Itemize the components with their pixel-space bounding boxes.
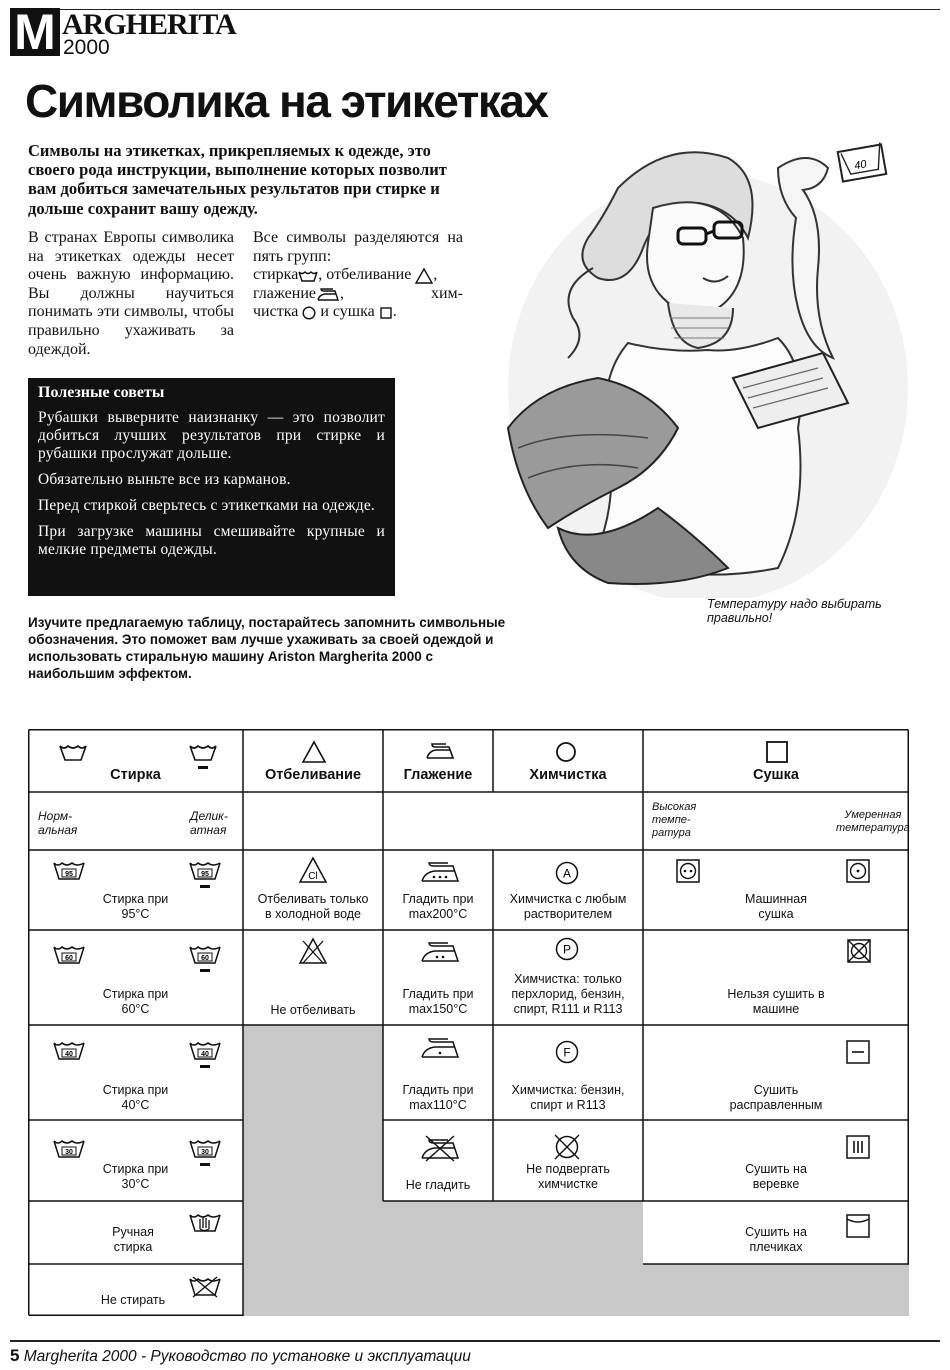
logo-letter: M [10, 8, 60, 56]
logo-number: 2000 [63, 36, 110, 59]
no-tumble-dry-icon [845, 937, 873, 965]
dryclean-header-icon [555, 741, 577, 763]
iron-150-icon [420, 941, 460, 963]
tumble-dry-label: Машинная сушка [744, 892, 808, 921]
care-symbols-table [28, 729, 909, 1316]
dryclean-F-label: Химчистка: бензин, спирт и R113 [511, 1083, 625, 1112]
wash-95-label: Стирка при 95°C [102, 892, 169, 921]
dryclean-F-icon [554, 1039, 580, 1065]
no-iron-label: Не гладить [405, 1178, 471, 1192]
wash-40-label: Стирка при 40°C [102, 1083, 169, 1112]
dryclean-letter-P: P [562, 942, 572, 957]
tumble-dry-moderate-icon [845, 858, 871, 884]
hand-wash-icon [188, 1211, 222, 1235]
iron-200-icon [420, 861, 460, 883]
study-paragraph: Изучите предлагаемую таблицу, постарайтесь запомнить символьные обозначения. Это поможет вам лучше ухаживать за своей одеждой и использовать стиральную машину Ariston Margherita 2000 с наибольшим эффектом. [28, 615, 506, 681]
col2-intro: Все символы разделяются на пять групп: [253, 229, 463, 265]
dryclean-circle-icon [302, 306, 316, 320]
col2-iron: глажение [253, 284, 317, 302]
body-column-1: В странах Европы символика на этикетках одежды несет очень важную информацию. Вы должны научиться понимать эти символы, чтобы правильно ухаживать за одеждой. [28, 229, 234, 358]
logo-word: ARGHERITA [62, 8, 236, 41]
tip-item: При загрузке машины смешивайте крупные и мелкие предметы одежды. [38, 523, 385, 558]
wash-temp-40: 40 [65, 1051, 73, 1058]
wash-30-label: Стирка при 30°C [102, 1162, 169, 1191]
no-dryclean-icon [552, 1132, 582, 1162]
dry-square-icon [379, 306, 393, 320]
sub-moderate-temp: Умеренная температура [836, 809, 910, 834]
wash-temp-60: 60 [65, 955, 73, 962]
no-tumble-dry-label: Нельзя сушить в машине [727, 987, 825, 1016]
wash-normal-header-icon [58, 742, 88, 762]
bleach-cold-label: Отбеливать только в холодной воде [257, 892, 369, 921]
col2-iron-sep: , [340, 284, 345, 302]
iron-110-label: Гладить при max110°C [402, 1083, 474, 1112]
page-title: Символика на этикетках [25, 75, 548, 127]
woman-with-laundry-illustration [478, 128, 918, 598]
wash-temp-95: 95 [65, 871, 73, 878]
sub-high-temp: Высокая темпе- ратура [652, 801, 697, 839]
bleach-cold-icon [298, 856, 328, 884]
line-dry-icon [845, 1134, 871, 1160]
tip-item: Рубашки выверните наизнанку — это позволит добиться лучших результатов при стирке и рубашки прослужат дольше. [38, 409, 385, 462]
iron-200-label: Гладить при max200°C [402, 892, 474, 921]
bleach-header-icon [301, 740, 327, 764]
body-column-2: Все символы разделяются на пять групп: стирка , отбеливание , глажение , хим- чистка и сушка . [253, 229, 463, 321]
no-wash-label: Не стирать [100, 1293, 166, 1307]
dryclean-P-label: Химчистка: только перхлорид, бензин, спирт, R111 и R113 [511, 972, 625, 1016]
page-number: 5 [10, 1346, 20, 1365]
iron-110-icon [420, 1037, 460, 1059]
footer-text: Margherita 2000 - Руководство по установке и эксплуатации [19, 1348, 471, 1365]
col2-end: . [392, 303, 397, 321]
tip-item: Перед стиркой сверьтесь с этикетками на одежде. [38, 497, 375, 514]
no-bleach-icon [298, 937, 328, 965]
header-bleach: Отбеливание [264, 767, 362, 783]
col2-wash: стирка [253, 266, 299, 284]
header-wash: Стирка [110, 767, 161, 783]
wash-temp-40-delicate: 40 [201, 1051, 209, 1058]
iron-150-label: Гладить при max150°C [402, 987, 474, 1016]
tumble-dry-high-icon [675, 858, 701, 884]
no-wash-icon [188, 1275, 222, 1299]
col2-bleach: , отбеливание [318, 266, 412, 284]
dryclean-letter-F: F [563, 1045, 571, 1060]
footer-rule [10, 1340, 940, 1342]
wash-temp-30: 30 [65, 1149, 73, 1156]
no-bleach-label: Не отбеливать [270, 1003, 356, 1017]
iron-header-icon [425, 742, 455, 760]
dry-header-icon [765, 740, 789, 764]
dry-flat-label: Сушить расправленным [729, 1083, 823, 1112]
page-footer [10, 1346, 471, 1366]
bleach-letter: Cl [308, 871, 318, 882]
header-dry: Сушка [753, 767, 799, 783]
tips-title: Полезные советы [38, 384, 165, 401]
hand-wash-label: Ручная стирка [112, 1225, 154, 1254]
header-dryclean: Химчистка [529, 767, 607, 783]
dryclean-letter-A: A [562, 866, 572, 881]
dryclean-A-icon [554, 860, 580, 886]
dry-flat-icon [845, 1039, 871, 1065]
illustration-caption: Температуру надо выбирать правильно! [707, 597, 882, 625]
col2-dry: и сушка [320, 303, 375, 321]
intro-paragraph: Символы на этикетках, прикрепляемых к одежде, это своего рода инструкции, выполнение которых позволит вам добиться замечательных результатов при стирке и дольше сохранит вашу одежду. [28, 141, 447, 218]
wash-temp-30-delicate: 30 [201, 1149, 209, 1156]
dryclean-P-icon [554, 936, 580, 962]
sub-delicate: Делик- атная [190, 809, 228, 837]
no-iron-icon [420, 1132, 460, 1162]
wash-60-label: Стирка при 60°C [102, 987, 169, 1016]
tip-item: Обязательно выньте все из карманов. [38, 471, 291, 488]
wash-temp-60-delicate: 60 [201, 955, 209, 962]
no-dryclean-label: Не подвергать химчистке [526, 1162, 610, 1191]
line-dry-label: Сушить на веревке [745, 1162, 807, 1191]
dryclean-A-label: Химчистка с любым растворителем [509, 892, 627, 921]
hanger-dry-label: Сушить на плечиках [745, 1225, 807, 1254]
iron-icon [316, 287, 340, 301]
sub-normal: Норм- альная [38, 809, 78, 837]
wash-temp-95-delicate: 95 [201, 871, 209, 878]
bleach-triangle-icon [415, 268, 433, 284]
header-iron: Глажение [403, 767, 473, 783]
tag-label: 40 [853, 158, 868, 173]
wash-tub-icon [298, 269, 318, 283]
tips-box [28, 378, 395, 596]
